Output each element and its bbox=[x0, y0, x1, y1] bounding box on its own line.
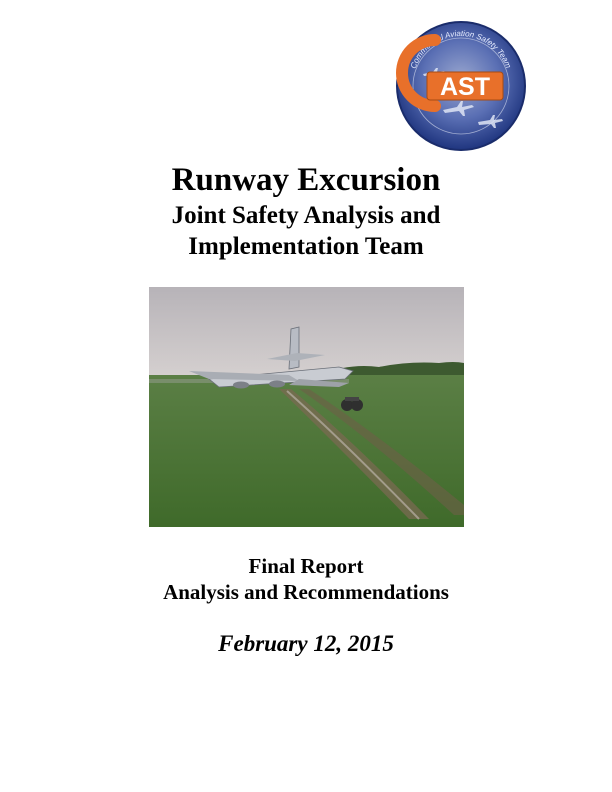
page-title: Runway Excursion bbox=[171, 162, 441, 198]
logo-letters: AST bbox=[440, 73, 490, 101]
report-date: February 12, 2015 bbox=[218, 631, 394, 656]
subtitle-line-2: Implementation Team bbox=[188, 233, 424, 260]
cast-logo bbox=[383, 14, 527, 154]
logo-ring-text: Commercial Aviation Safety Team bbox=[408, 28, 514, 70]
report-type: Final Report bbox=[248, 554, 364, 578]
subtitle-line-1: Joint Safety Analysis and bbox=[171, 202, 441, 229]
report-subtitle: Analysis and Recommendations bbox=[163, 580, 449, 604]
aircraft-excursion-photo bbox=[149, 287, 464, 527]
